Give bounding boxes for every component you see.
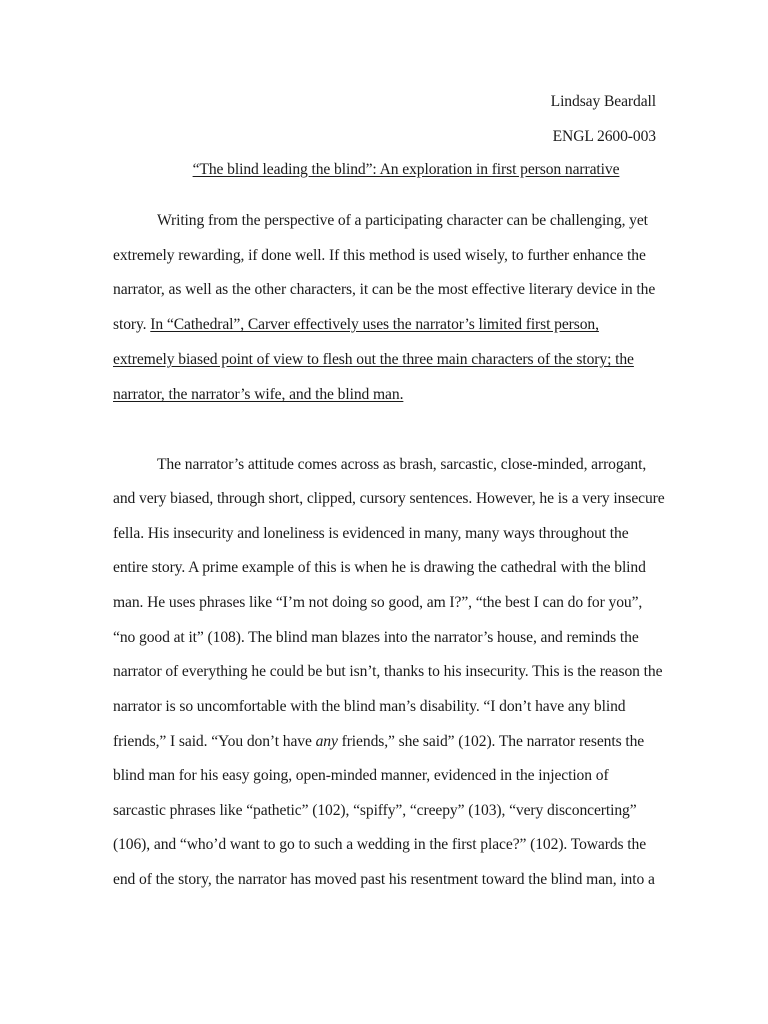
paragraph-line: end of the story, the narrator has moved past his resentment toward the blind man, into a bbox=[113, 871, 655, 888]
paragraph-line: narrator of everything he could be but isn’t, thanks to his insecurity. This is the reason the bbox=[113, 663, 663, 680]
author-name: Lindsay Beardall bbox=[550, 93, 656, 110]
line-text: friends,” I said. “You don’t have bbox=[113, 733, 316, 750]
paragraph-line: “no good at it” (108). The blind man blazes into the narrator’s house, and reminds the bbox=[113, 629, 639, 646]
thesis-line: narrator, the narrator’s wife, and the blind man. bbox=[113, 386, 404, 403]
paragraph-line: and very biased, through short, clipped, cursory sentences. However, he is a very insecure bbox=[113, 490, 665, 507]
paragraph-line: entire story. A prime example of this is when he is drawing the cathedral with the blind bbox=[113, 559, 646, 576]
paragraph-line: Writing from the perspective of a participating character can be challenging, yet bbox=[157, 212, 648, 229]
paragraph-line: extremely rewarding, if done well. If this method is used wisely, to further enhance the bbox=[113, 247, 646, 264]
paragraph-line bbox=[113, 732, 644, 752]
paragraph-line: blind man for his easy going, open-minded manner, evidenced in the injection of bbox=[113, 767, 609, 784]
paragraph-line: narrator is so uncomfortable with the blind man’s disability. “I don’t have any blind bbox=[113, 698, 626, 715]
line-text: friends,” she said” (102). The narrator resents the bbox=[337, 733, 645, 750]
paragraph-line: sarcastic phrases like “pathetic” (102), “spiffy”, “creepy” (103), “very disconcerting” bbox=[113, 802, 637, 819]
emphasized-text: any bbox=[315, 733, 338, 750]
thesis-text: In “Cathedral”, Carver effectively uses the narrator’s limited first person, bbox=[150, 316, 599, 333]
thesis-line: extremely biased point of view to flesh out the three main characters of the story; the bbox=[113, 351, 634, 368]
paragraph-line: fella. His insecurity and loneliness is evidenced in many, many ways throughout the bbox=[113, 525, 629, 542]
paragraph-line: man. He uses phrases like “I’m not doing so good, am I?”, “the best I can do for you”, bbox=[113, 594, 643, 611]
paragraph-line: The narrator’s attitude comes across as brash, sarcastic, close-minded, arrogant, bbox=[157, 456, 647, 473]
line-text: story. bbox=[113, 316, 151, 333]
course-code: ENGL 2600-003 bbox=[552, 128, 656, 145]
paragraph-line: narrator, as well as the other characters, it can be the most effective literary device in the bbox=[113, 281, 656, 298]
essay-title: “The blind leading the blind”: An exploration in first person narrative bbox=[192, 161, 620, 178]
paragraph-line bbox=[113, 315, 599, 335]
paragraph-line: (106), and “who’d want to go to such a wedding in the first place?” (102). Towards the bbox=[113, 836, 647, 853]
